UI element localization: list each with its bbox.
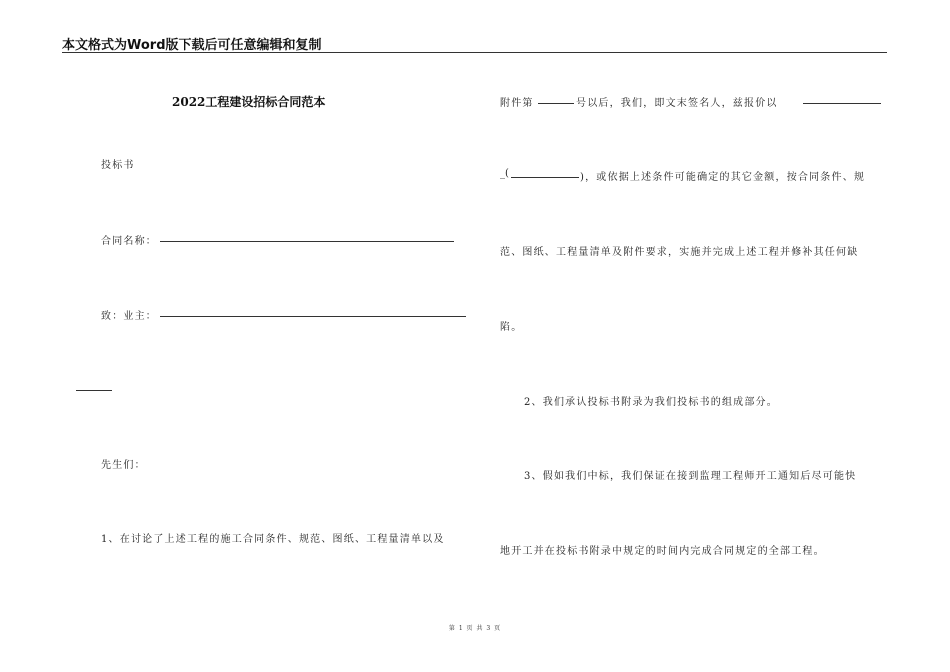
page-header — [62, 34, 887, 53]
annex-number-blank — [538, 103, 574, 104]
owner-blank-continuation — [76, 390, 112, 391]
contract-name-blank — [160, 241, 454, 242]
amount-words-blank — [511, 177, 579, 178]
greeting: 先生们： — [101, 460, 146, 471]
document-title: 2022工程建设招标合同范本 — [172, 95, 326, 109]
clause-3-line-1: 3、假如我们中标，我们保证在接到监理工程师开工通知后尽可能快 — [524, 471, 857, 482]
to-owner-label: 致：业主： — [101, 311, 157, 322]
amount-open: _( — [500, 168, 509, 179]
clause-3-line-2: 地开工并在投标书附录中规定的时间内完成合同规定的全部工程。 — [500, 546, 825, 557]
header-text: 本文格式为Word版下载后可任意编辑和复制 — [62, 38, 322, 53]
page-number: 第 1 页 共 3 页 — [448, 625, 502, 632]
clause-2: 2、我们承认投标书附录为我们投标书的组成部分。 — [524, 397, 778, 408]
defects-text: 陷。 — [500, 322, 523, 333]
annex-label: 附件第 — [500, 98, 534, 109]
requirements-text: 范、图纸、工程量清单及附件要求，实施并完成上述工程并修补其任何缺 — [500, 247, 859, 258]
bid-label: 投标书 — [101, 160, 135, 171]
price-blank — [803, 103, 881, 104]
offer-text: 号以后，我们，即文末签名人，兹报价以 — [576, 98, 778, 109]
contract-name-label: 合同名称： — [101, 236, 157, 247]
amount-text: )，或依据上述条件可能确定的其它金额，按合同条件、规 — [580, 172, 866, 183]
owner-blank — [160, 316, 466, 317]
clause-1: 1、在讨论了上述工程的施工合同条件、规范、图纸、工程量清单以及 — [101, 534, 445, 545]
